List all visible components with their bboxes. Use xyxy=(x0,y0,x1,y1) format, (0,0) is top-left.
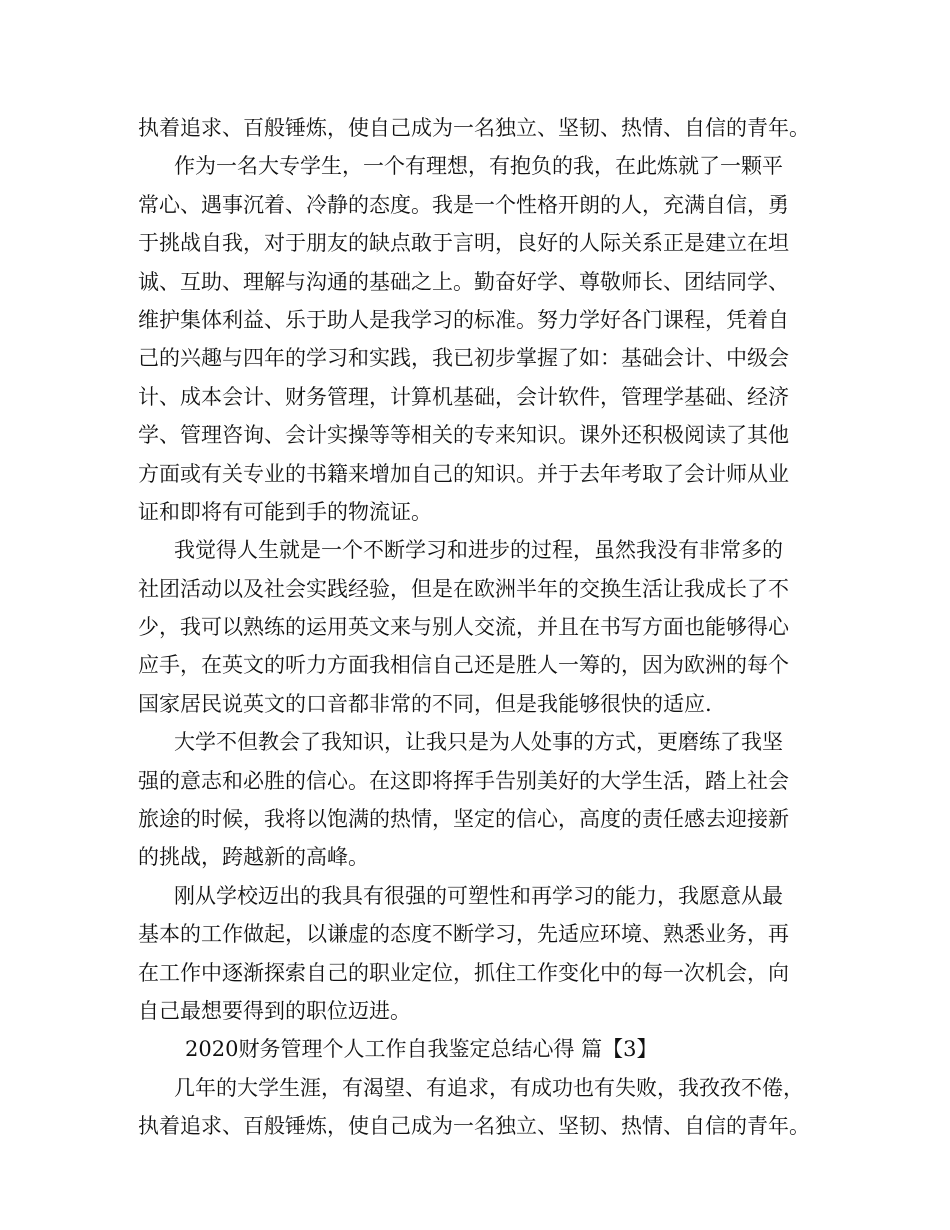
paragraph-first-line: 我觉得人生就是一个不断学习和进步的过程，虽然我没有非常多的 xyxy=(174,538,783,563)
body-line: 社团活动以及社会实践经验，但是在欧洲半年的交换生活让我成长了不 xyxy=(138,576,789,601)
body-line: 维护集体利益、乐于助人是我学习的标准。努力学好各门课程，凭着自 xyxy=(138,307,789,332)
paragraph-first-line: 几年的大学生涯，有渴望、有追求，有成功也有失败，我孜孜不倦， xyxy=(174,1075,804,1100)
body-line: 证和即将有可能到手的物流证。 xyxy=(138,499,432,524)
body-line: 自己最想要得到的职位迈进。 xyxy=(138,998,411,1023)
body-line: 方面或有关专业的书籍来增加自己的知识。并于去年考取了会计师从业 xyxy=(138,461,789,486)
body-line: 强的意志和必胜的信心。在这即将挥手告别美好的大学生活，踏上社会 xyxy=(138,768,789,793)
paragraph-first-line: 作为一名大专学生，一个有理想，有抱负的我，在此炼就了一颗平 xyxy=(174,154,783,179)
body-line: 诚、互助、理解与沟通的基础之上。勤奋好学、尊敬师长、团结同学、 xyxy=(138,269,789,294)
body-line: 执着追求、百般锤炼，使自己成为一名独立、坚韧、热情、自信的青年。 xyxy=(138,1114,810,1139)
section-heading: 2020财务管理个人工作自我鉴定总结心得 篇【3】 xyxy=(185,1037,658,1062)
body-line: 应手，在英文的听力方面我相信自己还是胜人一筹的，因为欧洲的每个 xyxy=(138,653,789,678)
body-line: 国家居民说英文的口音都非常的不同，但是我能够很快的适应. xyxy=(138,691,712,716)
body-line: 少，我可以熟练的运用英文来与别人交流，并且在书写方面也能够得心 xyxy=(138,615,789,640)
body-line: 旅途的时候，我将以饱满的热情，坚定的信心，高度的责任感去迎接新 xyxy=(138,807,789,832)
body-line: 常心、遇事沉着、冷静的态度。我是一个性格开朗的人，充满自信，勇 xyxy=(138,192,789,217)
body-line: 基本的工作做起，以谦虚的态度不断学习，先适应环境、熟悉业务，再 xyxy=(138,922,789,947)
body-line: 的挑战，跨越新的高峰。 xyxy=(138,845,369,870)
body-line: 在工作中逐渐探索自己的职业定位，抓住工作变化中的每一次机会，向 xyxy=(138,960,789,985)
body-line: 执着追求、百般锤炼，使自己成为一名独立、坚韧、热情、自信的青年。 xyxy=(138,116,810,140)
document-body xyxy=(138,109,828,1146)
body-line: 学、管理咨询、会计实操等等相关的专来知识。课外还积极阅读了其他 xyxy=(138,423,789,448)
paragraph-first-line: 大学不但教会了我知识，让我只是为人处事的方式，更磨练了我坚 xyxy=(174,730,783,755)
body-line: 于挑战自我，对于朋友的缺点敢于言明，良好的人际关系正是建立在坦 xyxy=(138,231,789,256)
body-line: 计、成本会计、财务管理，计算机基础，会计软件，管理学基础、经济 xyxy=(138,384,789,409)
paragraph-first-line: 刚从学校迈出的我具有很强的可塑性和再学习的能力，我愿意从最 xyxy=(174,883,783,908)
body-line: 己的兴趣与四年的学习和实践，我已初步掌握了如：基础会计、中级会 xyxy=(138,346,789,371)
